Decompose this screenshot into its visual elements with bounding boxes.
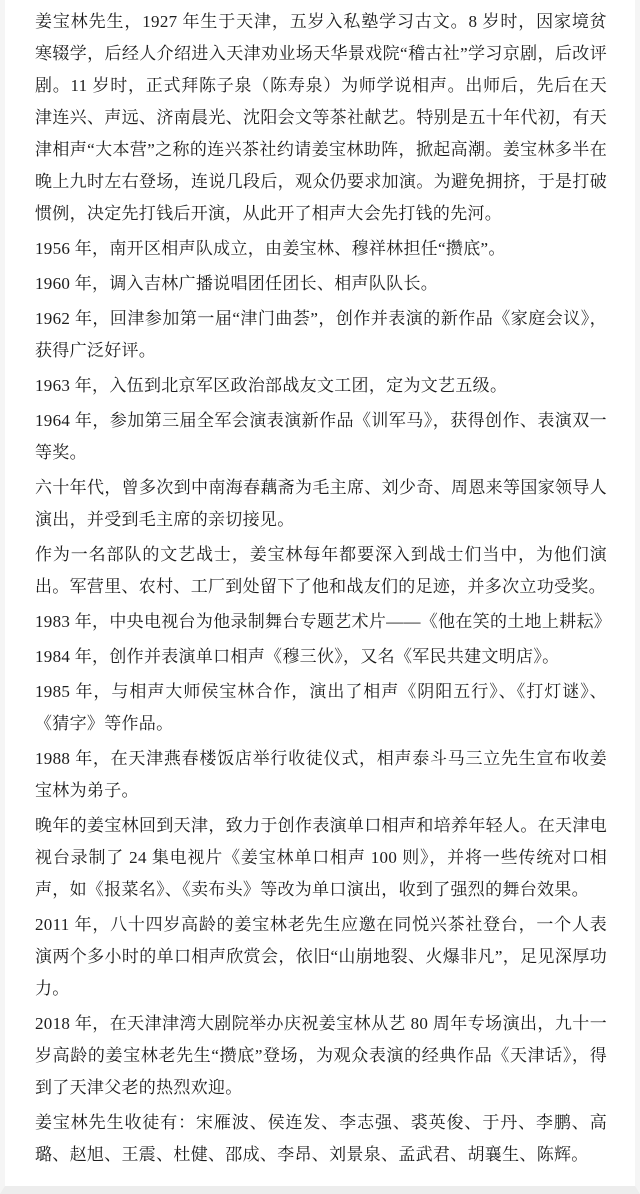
paragraph-1983: 1983 年，中央电视台为他录制舞台专题艺术片——《他在笑的土地上耕耘》: [35, 612, 612, 631]
paragraph-2018: 2018 年，在天津津湾大剧院举办庆祝姜宝林从艺 80 周年专场演出，九十一岁高龄的姜宝林老先生“攒底”登场，为观众表演的经典作品《天津话》，得到了天津父老的热烈欢迎。: [35, 1014, 607, 1097]
document-body: [35, 6, 612, 1171]
paragraph-army-artist: 作为一名部队的文艺战士，姜宝林每年都要深入到战士们当中，为他们演出。军营里、农村、工厂到处留下了他和战友们的足迹，并多次立功受奖。: [35, 545, 607, 596]
paragraph-1962: 1962 年，回津参加第一届“津门曲荟”，创作并表演的新作品《家庭会议》，获得广泛好评。: [35, 309, 607, 360]
paragraph-1984: 1984 年，创作并表演单口相声《穆三伙》，又名《军民共建文明店》。: [35, 647, 560, 666]
paragraph-1963: 1963 年，入伍到北京军区政治部战友文工团，定为文艺五级。: [35, 376, 508, 395]
paragraph-1988: 1988 年，在天津燕春楼饭店举行收徒仪式，相声泰斗马三立先生宣布收姜宝林为弟子。: [35, 749, 607, 800]
paragraph-later-years: 晚年的姜宝林回到天津，致力于创作表演单口相声和培养年轻人。在天津电视台录制了 24 集电视片《姜宝林单口相声 100 则》，并将一些传统对口相声，如《报菜名》、《卖布头》等改为单口演出，收到了强烈的舞台效果。: [35, 816, 607, 899]
paragraph-2011: 2011 年，八十四岁高龄的姜宝林老先生应邀在同悦兴茶社登台，一个人表演两个多小时的单口相声欣赏会，依旧“山崩地裂、火爆非凡”，足见深厚功力。: [35, 915, 607, 998]
paragraph-1964: 1964 年，参加第三届全军会演表演新作品《训军马》，获得创作、表演双一等奖。: [35, 411, 607, 462]
paragraph-disciples: 姜宝林先生收徒有：宋雁波、侯连发、李志强、裘英俊、于丹、李鹏、高璐、赵旭、王震、杜健、邵成、李昂、刘景泉、孟武君、胡襄生、陈辉。: [35, 1113, 607, 1164]
paragraph-biography-intro: 姜宝林先生，1927 年生于天津，五岁入私塾学习古文。8 岁时，因家境贫寒辍学，后经人介绍进入天津劝业场天华景戏院“稽古社”学习京剧，后改评剧。11 岁时，正式拜陈子泉（陈寿泉）为师学说相声。出师后，先后在天津连兴、声远、济南晨光、沈阳会文等茶社献艺。特别是五十年代初，有天津相声“大本营”之称的连兴茶社约请姜宝林助阵，掀起高潮。姜宝林多半在晚上九时左右登场，连说几段后，观众仍要求加演。为避免拥挤，于是打破惯例，决定先打钱后开演，从此开了相声大会先打钱的先河。: [35, 12, 607, 223]
paragraph-1985: 1985 年，与相声大师侯宝林合作，演出了相声《阴阳五行》、《打灯谜》、《猜字》等作品。: [35, 682, 607, 733]
paragraph-sixties: 六十年代，曾多次到中南海春藕斋为毛主席、刘少奇、周恩来等国家领导人演出，并受到毛主席的亲切接见。: [35, 478, 607, 529]
paragraph-1960: 1960 年，调入吉林广播说唱团任团长、相声队队长。: [35, 274, 439, 293]
paragraph-1956: 1956 年，南开区相声队成立，由姜宝林、穆祥林担任“攒底”。: [35, 239, 506, 258]
